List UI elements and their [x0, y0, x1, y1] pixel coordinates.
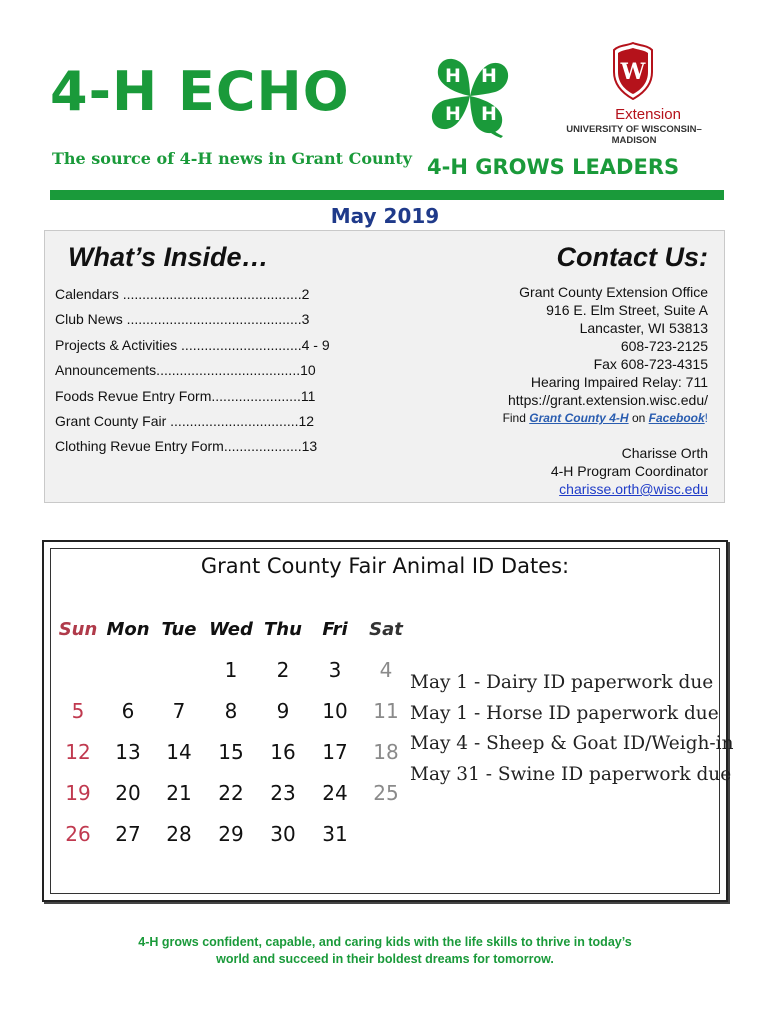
weekday-header-sun: Sun	[58, 619, 98, 640]
footer-line-1: 4-H grows confident, capable, and caring kids with the life skills to thrive in today’s	[138, 935, 632, 949]
calendar-day: 29	[218, 822, 244, 846]
header-divider	[50, 190, 724, 200]
info-box	[44, 230, 725, 503]
event-item: May 1 - Horse ID paperwork due	[410, 702, 719, 724]
calendar-day: 30	[270, 822, 296, 846]
weekday-header-sat: Sat	[369, 619, 403, 640]
calendar-day: 3	[328, 658, 342, 682]
relay-number: Hearing Impaired Relay: 711	[530, 374, 708, 390]
calendar-day: 15	[218, 740, 244, 764]
svg-text:H: H	[481, 65, 497, 87]
calendar-day: 19	[65, 781, 91, 805]
toc-item: Announcements.....................................10	[55, 362, 316, 379]
newsletter-tagline: The source of 4-H news in Grant County	[52, 149, 412, 168]
facebook-on-text: on	[631, 411, 646, 425]
office-name: Grant County Extension Office	[519, 284, 708, 300]
slogan-heading: 4-H GROWS LEADERS	[427, 155, 680, 179]
extension-wordmark: Extension	[615, 106, 681, 123]
calendar-day: 5	[71, 699, 85, 723]
city-state-zip: Lancaster, WI 53813	[579, 320, 708, 336]
weekday-header-tue: Tue	[161, 619, 197, 640]
calendar-day: 10	[322, 699, 348, 723]
calendar-day: 22	[218, 781, 244, 805]
toc-item: Grant County Fair .................................12	[55, 412, 315, 429]
toc-item: Clothing Revue Entry Form....................13	[55, 438, 318, 455]
uw-crest-logo	[610, 42, 656, 100]
event-item: May 31 - Swine ID paperwork due	[410, 763, 732, 785]
calendar-day: 23	[270, 781, 296, 805]
calendar-day: 4	[379, 658, 393, 682]
calendar-day: 14	[166, 740, 192, 764]
weekday-header-fri: Fri	[322, 619, 348, 640]
animal-id-dates-list	[410, 668, 734, 790]
facebook-link[interactable]: Facebook	[648, 411, 705, 425]
calendar-day: 2	[276, 658, 290, 682]
calendar-day: 16	[270, 740, 296, 764]
newsletter-title: 4-H ECHO	[50, 60, 350, 123]
calendar-day: 12	[65, 740, 91, 764]
issue-date: May 2019	[330, 204, 440, 228]
calendar-day: 28	[166, 822, 192, 846]
toc-item: Calendars ..............................................2	[55, 286, 310, 302]
website-url[interactable]: https://grant.extension.wisc.edu/	[508, 392, 708, 408]
calendar-day: 8	[224, 699, 238, 723]
calendar-day: 21	[166, 781, 192, 805]
calendar-day: 26	[65, 822, 91, 846]
calendar-day: 27	[115, 822, 141, 846]
footer-slogan	[0, 934, 770, 968]
university-wordmark: UNIVERSITY OF WISCONSIN–MADISON	[566, 124, 702, 146]
calendar-day: 24	[322, 781, 348, 805]
weekday-header-mon: Mon	[106, 619, 150, 640]
toc-item: Projects & Activities ...............................4 - 9	[55, 336, 330, 353]
coordinator-title: 4-H Program Coordinator	[550, 463, 708, 479]
fax-number: Fax 608-723-4315	[593, 356, 708, 372]
whats-inside-heading: What’s Inside…	[68, 242, 269, 272]
weekday-header-wed: Wed	[209, 619, 253, 640]
calendar-day: 20	[115, 781, 141, 805]
facebook-page-link[interactable]: Grant County 4-H	[529, 411, 629, 425]
calendar-day: 17	[322, 740, 348, 764]
calendar-day: 1	[224, 658, 238, 682]
svg-text:H: H	[445, 65, 461, 87]
coordinator-name: Charisse Orth	[621, 445, 708, 461]
phone-number: 608-723-2125	[620, 338, 708, 354]
calendar-day: 18	[373, 740, 399, 764]
calendar-day: 6	[121, 699, 135, 723]
svg-text:W: W	[620, 59, 646, 85]
calendar-day: 7	[172, 699, 186, 723]
contact-block	[503, 283, 708, 498]
toc-item: Foods Revue Entry Form.......................11	[55, 387, 316, 404]
svg-text:H: H	[481, 103, 497, 125]
svg-text:H: H	[445, 103, 461, 125]
footer-line-2: world and succeed in their boldest dreams for tomorrow.	[216, 952, 554, 966]
contact-spacer	[503, 427, 708, 444]
contact-heading: Contact Us:	[556, 242, 708, 272]
calendar-day: 9	[276, 699, 290, 723]
facebook-exclamation: !	[704, 411, 708, 425]
street-address: 916 E. Elm Street, Suite A	[546, 302, 708, 318]
calendar-day: 13	[115, 740, 141, 764]
4h-clover-logo	[425, 52, 515, 140]
coordinator-email-link[interactable]: charisse.orth@wisc.edu	[559, 481, 708, 497]
table-of-contents	[55, 285, 365, 463]
event-item: May 1 - Dairy ID paperwork due	[410, 672, 714, 693]
calendar-title: Grant County Fair Animal ID Dates:	[200, 554, 570, 578]
calendar-day: 31	[322, 822, 348, 846]
weekday-header-thu: Thu	[264, 619, 302, 640]
toc-item: Club News .............................................3	[55, 311, 310, 328]
facebook-find-text: Find	[502, 411, 526, 425]
event-item: May 4 - Sheep & Goat ID/Weigh-in	[410, 733, 734, 754]
calendar-day: 11	[373, 699, 399, 723]
calendar-day: 25	[373, 781, 399, 805]
facebook-line	[503, 409, 708, 427]
